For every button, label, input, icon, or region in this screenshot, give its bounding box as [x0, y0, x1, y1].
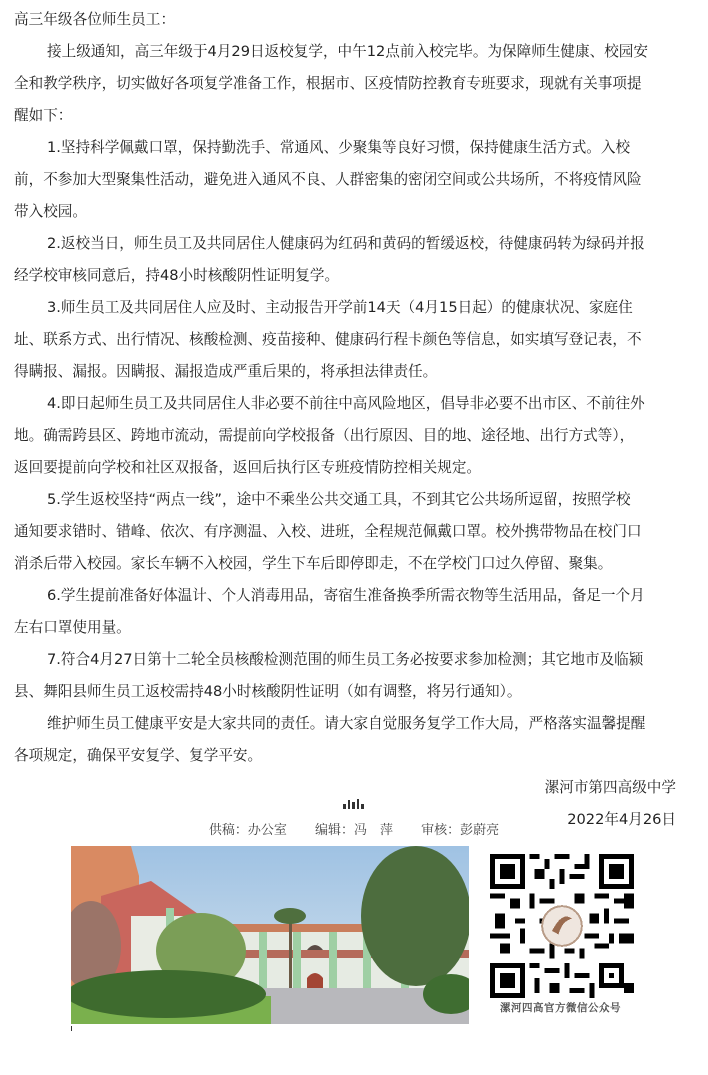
text-line: 接上级通知，高三年级于4月29日返校复学，中午12点前入校完毕。为保障师生健康、校园安 [47, 43, 648, 60]
text-line: 7.符合4月27日第十二轮全员核酸检测范围的师生员工务必按要求参加检测；其它地市及临颍 [47, 651, 644, 668]
credit-reviewer: 审核：彭蔚亮 [421, 823, 500, 838]
text-line: 5.学生返校坚持“两点一线”，途中不乘坐公共交通工具，不到其它公共场所逗留，按照学校 [47, 491, 631, 508]
text-line: 通知要求错时、错峰、依次、有序测温、入校、进班，全程规范佩戴口罩。校外携带物品在校门口 [14, 523, 642, 540]
paragraph-intro [14, 36, 694, 132]
text-line: 带入校园。 [14, 203, 87, 220]
paragraph-item-3 [14, 292, 694, 388]
text-line: 全和教学秩序，切实做好各项复学准备工作，根据市、区疫情防控教育专班要求，现就有关事项提 [14, 75, 642, 92]
text-line: 经学校审核同意后，持48小时核酸阴性证明复学。 [14, 267, 340, 284]
text-line: 消杀后带入校园。家长车辆不入校园，学生下车后即停即走，不在学校门口过久停留、聚集。 [14, 555, 613, 572]
credit-editor: 编辑：冯 萍 [314, 823, 393, 838]
text-line: 6.学生提前准备好体温计、个人消毒用品，寄宿生准备换季所需衣物等生活用品，备足一个月 [47, 587, 645, 604]
text-line: 前，不参加大型聚集性活动，避免进入通风不良、人群密集的密闭空间或公共场所，不将疫情风险 [14, 171, 642, 188]
qr-code-icon [490, 854, 634, 998]
qr-caption: 漯河四高官方微信公众号 [500, 1002, 621, 1014]
audio-bars-divider-icon [343, 799, 365, 809]
text-line: 左右口罩使用量。 [14, 619, 131, 636]
text-cursor-mark [71, 1026, 72, 1031]
paragraph-item-1 [14, 132, 694, 228]
text-line: 县、舞阳县师生员工返校需持48小时核酸阴性证明（如有调整，将另行通知）。 [14, 683, 522, 700]
wechat-qr-panel [478, 846, 643, 1024]
signature: 漯河市第四高级中学 [544, 779, 676, 796]
date: 2022年4月26日 [567, 811, 676, 828]
text-line: 得瞒报、漏报。因瞒报、漏报造成严重后果的，将承担法律责任。 [14, 363, 438, 380]
paragraph-item-6 [14, 580, 694, 644]
paragraph-item-2 [14, 228, 694, 292]
school-campus-photo [71, 846, 469, 1024]
paragraph-item-5 [14, 484, 694, 580]
text-line: 各项规定，确保平安复学、复学平安。 [14, 747, 263, 764]
text-line: 4.即日起师生员工及共同居住人非必要不前往中高风险地区，倡导非必要不出市区、不前往外 [47, 395, 645, 412]
paragraph-item-7 [14, 644, 694, 708]
paragraph-item-4 [14, 388, 694, 484]
paragraph-closing [14, 708, 694, 772]
text-line: 址、联系方式、出行情况、核酸检测、疫苗接种、健康码行程卡颜色等信息，如实填写登记表，不 [14, 331, 642, 348]
text-line: 地。确需跨县区、跨地市流动，需提前向学校报备（出行原因、目的地、途径地、出行方式等）， [14, 427, 635, 444]
salutation: 高三年级各位师生员工： [14, 11, 176, 28]
notice-document [14, 4, 694, 836]
credits-line [0, 820, 708, 842]
text-line: 1.坚持科学佩戴口罩，保持勤洗手、常通风、少聚集等良好习惯，保持健康生活方式。入校 [47, 139, 631, 156]
text-line: 维护师生员工健康平安是大家共同的责任。请大家自觉服务复学工作大局，严格落实温馨提醒 [47, 715, 646, 732]
credit-source: 供稿：办公室 [208, 823, 287, 838]
text-line: 返回要提前向学校和社区双报备，返回后执行区专班疫情防控相关规定。 [14, 459, 482, 476]
text-line: 醒如下： [14, 107, 73, 124]
text-line: 3.师生员工及共同居住人应及时、主动报告开学前14天（4月15日起）的健康状况、家庭住 [47, 299, 633, 316]
text-line: 2.返校当日，师生员工及共同居住人健康码为红码和黄码的暂缓返校，待健康码转为绿码并报 [47, 235, 645, 252]
